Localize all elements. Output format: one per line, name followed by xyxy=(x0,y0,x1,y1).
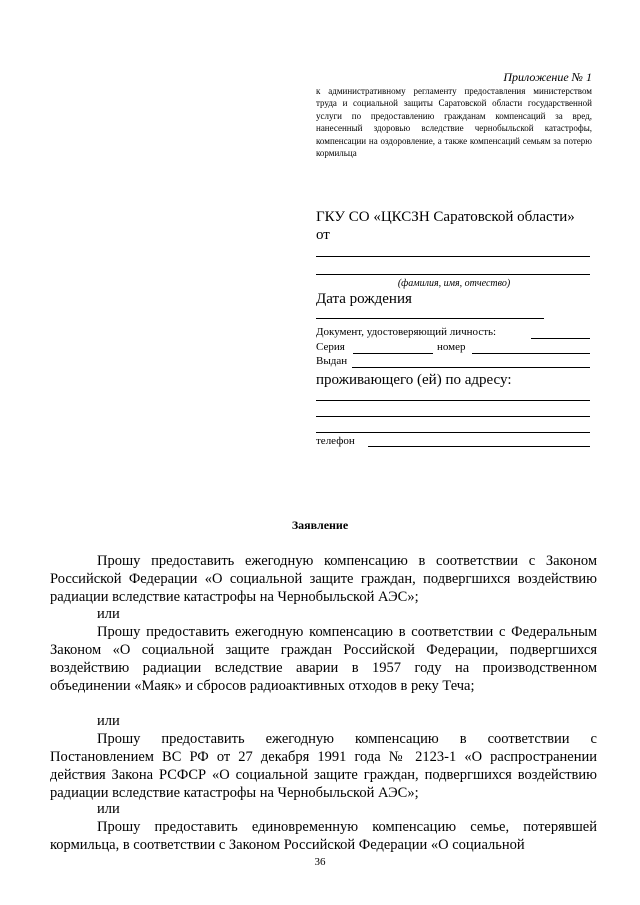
name-caption: (фамилия, имя, отчество) xyxy=(397,278,511,289)
phone-label: телефон xyxy=(316,435,355,447)
statement-paragraph-4: Прошу предоставить единовременную компенсацию семье, потерявшей кормильца, в соответствии с Законом Российской Федерации «О социальной xyxy=(50,819,597,853)
separator-or-1: или xyxy=(97,606,120,622)
series-label: Серия xyxy=(316,341,345,353)
address-line-2[interactable] xyxy=(316,416,590,417)
number-label: номер xyxy=(437,341,466,353)
page-number: 36 xyxy=(314,856,326,868)
issued-label: Выдан xyxy=(316,355,348,367)
from-label: от xyxy=(316,227,330,243)
appendix-text: к административному регламенту предоставления министерством труда и социальной защиты Саратовской области государственной услуги по предоставлению гражданам компенсаций за вред, нанесенный здоровью вследствие чернобыльской катастрофы, компенсации на оздоровление, а также компенсаций семьям за потерю кормильца xyxy=(316,86,592,159)
address-label: проживающего (ей) по адресу: xyxy=(316,372,512,388)
number-line[interactable] xyxy=(472,353,590,354)
id-doc-line[interactable] xyxy=(531,338,590,339)
id-doc-label: Документ, удостоверяющий личность: xyxy=(316,326,497,338)
statement-paragraph-1: Прошу предоставить ежегодную компенсацию в соответствии с Законом Российской Федерации «О социальной защите граждан, подвергшихся воздействию радиации вследствие катастрофы на Чернобыльской АЭС»; xyxy=(50,553,597,605)
name-line-2[interactable] xyxy=(316,274,590,275)
issued-line[interactable] xyxy=(352,367,590,368)
series-line[interactable] xyxy=(353,353,433,354)
address-line-1[interactable] xyxy=(316,400,590,401)
birth-date-label: Дата рождения xyxy=(316,291,412,307)
recipient-org: ГКУ СО «ЦКСЗН Саратовской области» xyxy=(316,209,575,225)
name-line-1[interactable] xyxy=(316,256,590,257)
birth-date-line[interactable] xyxy=(316,318,544,319)
phone-line[interactable] xyxy=(368,446,590,447)
statement-paragraph-3: Прошу предоставить ежегодную компенсацию в соответствии с Постановлением ВС РФ от 27 декабря 1991 года № 2123-1 «О распространении действия Закона РСФСР «О социальной защите граждан, подвергшихся воздействию радиации вследствие катастрофы на Чернобыльской АЭС»; xyxy=(50,731,597,801)
address-line-3[interactable] xyxy=(316,432,590,433)
statement-heading: Заявление xyxy=(291,518,349,532)
separator-or-3: или xyxy=(97,801,120,817)
appendix-title: Приложение № 1 xyxy=(503,70,592,84)
separator-or-2: или xyxy=(97,713,120,729)
statement-paragraph-2: Прошу предоставить ежегодную компенсацию в соответствии с Федеральным Законом «О социальной защите граждан Российской Федерации, подвергшихся воздействию радиации вследствие аварии в 1957 году на производственном объединении «Маяк» и сбросов радиоактивных отходов в реку Теча; xyxy=(50,624,597,694)
